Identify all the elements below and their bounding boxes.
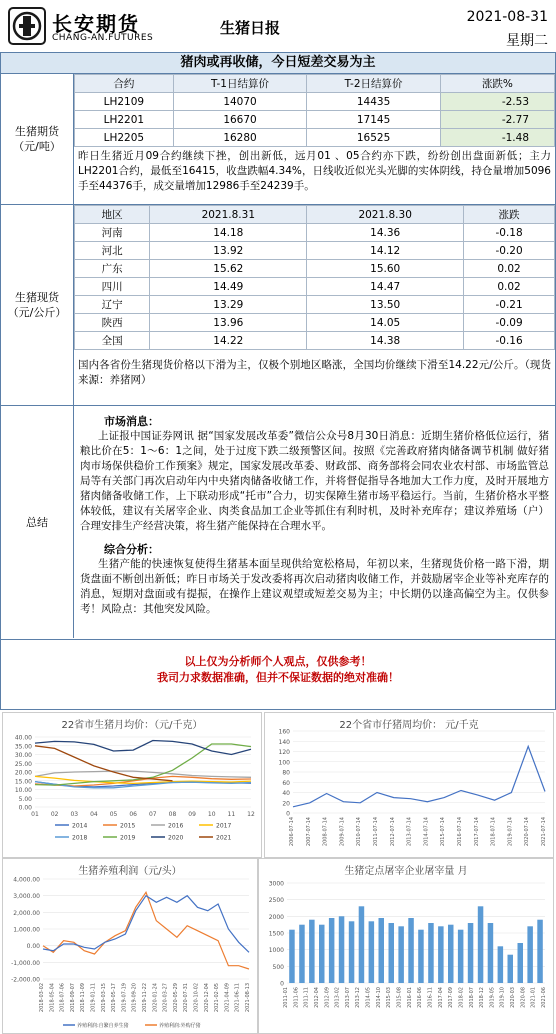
- bar: [299, 925, 305, 983]
- legend-label: 2015: [120, 822, 136, 830]
- x-tick-label: 2013-07-14: [406, 817, 413, 847]
- bar: [527, 926, 533, 983]
- summary-section: [1, 406, 555, 638]
- legend-label: 2016: [168, 822, 184, 830]
- col-date-2: 2021.8.30: [307, 206, 464, 224]
- y-tick-label: 0.00: [18, 804, 32, 812]
- x-tick-label: 04: [90, 811, 98, 818]
- x-tick-label: 2021-07-14: [541, 817, 547, 847]
- spot-comment: 国内各省份生猪现货价格以下滑为主，仅极个别地区略涨，全国均价继续下滑至14.22元/公斤。（现货来源：养猪网）: [78, 359, 551, 386]
- y-tick-label: 0.00: [26, 943, 40, 951]
- x-tick-label: 2011-11: [303, 987, 310, 1008]
- col-change-pct: 涨跌%: [440, 75, 554, 93]
- t1-price: 14070: [173, 93, 307, 111]
- report-title: 生猪日报: [220, 19, 281, 37]
- bar: [478, 906, 484, 983]
- bar: [537, 920, 543, 983]
- y-tick-label: 5.00: [18, 795, 32, 803]
- y-tick-label: 0: [286, 810, 290, 818]
- table-row: [75, 129, 555, 147]
- table-row: [75, 278, 555, 296]
- region: 广东: [75, 260, 150, 278]
- y-tick-label: 35.00: [14, 743, 32, 751]
- y-tick-label: 3000: [268, 880, 284, 888]
- y-tick-label: 15.00: [14, 778, 32, 786]
- legend-label: 2017: [216, 822, 232, 830]
- x-tick-label: 2019-01-11: [90, 983, 97, 1013]
- bar: [289, 930, 295, 983]
- bar: [309, 920, 315, 983]
- bar: [508, 955, 514, 983]
- contract-code: LH2109: [75, 93, 174, 111]
- bar: [398, 926, 404, 983]
- x-tick-label: 2013-12: [355, 987, 362, 1008]
- futures-table: [74, 74, 555, 147]
- futures-section: [1, 74, 555, 205]
- region: 辽宁: [75, 296, 150, 314]
- bar: [319, 925, 325, 983]
- x-tick-label: 2021-04-09: [224, 983, 231, 1013]
- x-tick-label: 2018-09-07: [69, 983, 76, 1013]
- x-tick-label: 06: [129, 811, 138, 818]
- x-tick-label: 2011-07-14: [373, 817, 379, 847]
- legend-label: 养殖利润:外购仔猪: [159, 1023, 201, 1029]
- x-tick-label: 07: [148, 811, 157, 818]
- x-tick-label: 2018-05-04: [49, 983, 56, 1013]
- x-tick-label: 2014-07-14: [423, 817, 430, 847]
- x-tick-label: 2017-07-14: [473, 817, 480, 847]
- report-body: [0, 52, 556, 710]
- y-tick-label: 2000: [268, 913, 284, 921]
- x-tick-label: 2019-10: [499, 987, 506, 1008]
- bar: [498, 946, 504, 983]
- profit-line-self-breeding: [43, 896, 249, 953]
- x-tick-label: 2015-08: [396, 987, 403, 1008]
- futures-comment: 昨日生猪近月09合约继续下挫，创出新低，远月01 、05合约亦下跌，纷纷创出盘面新低；主力LH2201合约，最低至16415，收盘跌幅4.34%，日线收近似光头光脚的实体阴线，持仓量增加5096手至44376手，成交量增加12986手至24239手。: [78, 150, 551, 192]
- disclaimer-line-1: 以上仅为分析师个人观点，仅供参考！: [184, 655, 372, 668]
- price-change: 0.02: [464, 278, 555, 296]
- summary-side-label: 总结: [1, 406, 74, 638]
- disclaimer-line-2: 我司力求数据准确，但并不保证数据的绝对准确！: [157, 671, 399, 684]
- legend-label: 2018: [72, 834, 88, 842]
- x-tick-label: 2007-07-14: [305, 817, 312, 847]
- table-row: [75, 260, 555, 278]
- chart-monthly-hog-price: [2, 712, 262, 858]
- price-prev: 14.12: [307, 242, 464, 260]
- x-tick-label: 2016-07-14: [457, 817, 463, 847]
- bar: [438, 926, 444, 983]
- bar: [518, 943, 524, 983]
- x-tick-label: 2011-06: [293, 987, 300, 1008]
- x-tick-label: 2013-07: [344, 987, 351, 1008]
- y-tick-label: -1,000.00: [11, 959, 40, 967]
- t1-price: 16280: [173, 129, 307, 147]
- x-tick-label: 03: [70, 811, 79, 818]
- table-row: [75, 93, 555, 111]
- y-tick-label: 20.00: [14, 769, 32, 777]
- spot-section: [1, 205, 555, 406]
- x-tick-label: 2019-09-20: [131, 983, 138, 1013]
- y-tick-label: 2500: [268, 897, 284, 905]
- x-tick-label: 2020-10-02: [193, 983, 200, 1013]
- price-today: 14.22: [150, 332, 307, 350]
- bar: [359, 906, 365, 983]
- price-prev: 14.36: [307, 224, 464, 242]
- price-change: -0.20: [464, 242, 555, 260]
- table-row: [75, 111, 555, 129]
- change-pct: -1.48: [440, 129, 554, 147]
- y-tick-label: 40: [282, 790, 290, 797]
- x-tick-label: 2019-07-14: [507, 817, 514, 847]
- chart-svg: [3, 717, 261, 857]
- x-tick-label: 2021-06: [541, 987, 547, 1008]
- x-tick-label: 2010-07-14: [356, 817, 363, 847]
- col-contract: 合约: [75, 75, 174, 93]
- y-tick-label: 3,000.00: [13, 893, 40, 901]
- report-date: 2021-08-31: [466, 9, 548, 25]
- y-tick-label: -2,000.00: [11, 976, 40, 984]
- price-today: 13.29: [150, 296, 307, 314]
- spot-header-row: [75, 206, 555, 224]
- y-tick-label: 10.00: [14, 787, 32, 794]
- region: 四川: [75, 278, 150, 296]
- x-tick-label: 2006-07-14: [289, 817, 295, 847]
- x-tick-label: 2014-05: [365, 987, 372, 1008]
- x-tick-label: 2009-07-14: [339, 817, 346, 847]
- x-tick-label: 2020-08: [520, 987, 527, 1008]
- price-prev: 14.05: [307, 314, 464, 332]
- x-tick-label: 2012-07-14: [389, 817, 396, 847]
- x-tick-label: 11: [227, 811, 236, 818]
- chart-piglet-price: [264, 712, 554, 858]
- market-news-heading: 市场消息：: [104, 415, 159, 428]
- spot-table: [74, 205, 555, 350]
- x-tick-label: 2020-01-24: [152, 983, 159, 1013]
- x-tick-label: 01: [31, 811, 39, 818]
- chang-an-logo-icon: [8, 7, 46, 45]
- y-tick-label: 1,000.00: [13, 926, 40, 934]
- x-tick-label: 2014-10: [375, 987, 382, 1008]
- col-t2-settle: T-2日结算价: [307, 75, 441, 93]
- price-prev: 15.60: [307, 260, 464, 278]
- chart-breeding-profit: [2, 858, 258, 1034]
- legend-label: 2020: [168, 834, 184, 842]
- x-tick-label: 2013-02: [334, 987, 341, 1008]
- x-tick-label: 2018-03-02: [39, 983, 45, 1013]
- change-pct: -2.77: [440, 111, 554, 129]
- y-tick-label: 1500: [268, 930, 284, 938]
- t1-price: 16670: [173, 111, 307, 129]
- legend-label: 2021: [216, 834, 232, 842]
- x-tick-label: 2020-07-31: [183, 983, 190, 1013]
- price-change: -0.21: [464, 296, 555, 314]
- x-tick-label: 2021-02-05: [214, 983, 221, 1013]
- price-today: 14.49: [150, 278, 307, 296]
- x-tick-label: 2018-12: [479, 987, 486, 1008]
- bar: [349, 921, 355, 983]
- price-today: 13.92: [150, 242, 307, 260]
- table-row: [75, 314, 555, 332]
- brand-name-cn: 长安期货: [52, 12, 140, 36]
- t2-price: 17145: [307, 111, 441, 129]
- chart-title: 生猪定点屠宰企业屠宰量 月: [344, 866, 468, 877]
- price-prev: 14.47: [307, 278, 464, 296]
- report-header: [0, 0, 556, 52]
- region: 河南: [75, 224, 150, 242]
- x-tick-label: 05: [109, 811, 118, 818]
- bar: [488, 923, 494, 983]
- bar: [339, 916, 345, 983]
- bar: [468, 923, 474, 983]
- table-row: [75, 296, 555, 314]
- y-tick-label: 80: [282, 769, 290, 777]
- x-tick-label: 2012-04: [313, 987, 320, 1008]
- table-row: [75, 332, 555, 350]
- y-tick-label: 100: [278, 759, 290, 767]
- bar: [408, 918, 414, 983]
- contract-code: LH2205: [75, 129, 174, 147]
- price-today: 14.18: [150, 224, 307, 242]
- col-region: 地区: [75, 206, 150, 224]
- contract-code: LH2201: [75, 111, 174, 129]
- futures-side-label: 生猪期货 （元/吨）: [1, 74, 74, 204]
- legend-label: 养殖利润:自繁自养生猪: [77, 1023, 129, 1029]
- table-row: [75, 242, 555, 260]
- x-tick-label: 2018-07-06: [59, 983, 66, 1013]
- y-tick-label: 1000: [268, 947, 284, 955]
- piglet-price-line: [293, 746, 545, 806]
- market-news-text: 上证报中国证券网讯 据“国家发展改革委”微信公众号8月30日消息：近期生猪价格低位运行，猪粮比价在5：1～6：1之间，处于过度下跌二级预警区间。按照《完善政府猪肉储备调节机制 做好猪肉市场保供稳价工作预案》规定，国家发展改革委、财政部、商务部将会同农业农村部、市场监管总局等有关部门再次启动年内中央猪肉储备收储工作，并将督促指导各地加大工作力度，及时开展地方猪肉储备收储工作，上下联动形成“托市”合力，切实保障生猪市场平稳运行。当前，生猪价格水平整体较低，建议有关屠宰企业、肉类食品加工企业等抓住有利时机，及时补充库存；建议养殖场（户）合理安排生产经营决策，将生猪产能保持在合理水平。: [80, 430, 549, 532]
- x-tick-label: 2015-03: [386, 987, 393, 1008]
- x-tick-label: 2020-03: [510, 987, 517, 1008]
- col-change: 涨跌: [464, 206, 555, 224]
- col-date-1: 2021.8.31: [150, 206, 307, 224]
- x-tick-label: 2018-02: [458, 987, 465, 1008]
- x-tick-label: 09: [188, 811, 196, 818]
- bar: [329, 918, 335, 983]
- bar: [448, 925, 454, 983]
- x-tick-label: 2021-06-11: [234, 983, 241, 1013]
- x-tick-label: 2021-08-13: [245, 983, 251, 1013]
- x-tick-label: 08: [168, 811, 177, 818]
- y-tick-label: 40.00: [14, 734, 32, 742]
- y-tick-label: 160: [278, 728, 290, 736]
- y-tick-label: 60: [282, 779, 290, 787]
- bar: [369, 921, 375, 983]
- x-tick-label: 2019-07-19: [121, 983, 128, 1013]
- y-tick-label: 120: [278, 749, 290, 756]
- t2-price: 14435: [307, 93, 441, 111]
- x-tick-label: 10: [207, 811, 216, 818]
- x-tick-label: 2016-06: [417, 987, 424, 1008]
- col-t1-settle: T-1日结算价: [173, 75, 307, 93]
- spot-side-label: 生猪现货 （元/公斤）: [1, 205, 74, 405]
- y-tick-label: 20: [282, 800, 290, 808]
- x-tick-label: 2012-09: [324, 987, 331, 1008]
- x-tick-label: 2019-05-17: [111, 983, 118, 1013]
- y-tick-label: 2,000.00: [13, 909, 40, 917]
- price-change: -0.18: [464, 224, 555, 242]
- x-tick-label: 2008-07-14: [322, 817, 329, 847]
- x-tick-label: 2020-07-14: [524, 817, 531, 847]
- y-tick-label: 140: [278, 738, 290, 746]
- x-tick-label: 2017-09: [448, 987, 455, 1008]
- chart-title: 生猪养殖利润（元/头）: [78, 866, 182, 877]
- legend-label: 2019: [120, 834, 136, 842]
- analysis-text: 生猪产能的快速恢复使得生猪基本面呈现供给宽松格局，年初以来，生猪现货价格一路下滑，期货盘面不断创出新低；昨日市场关于发改委将再次启动猪肉收储工作，并鼓励屠宰企业等补充库存的消息，短期对盘面或有提振，在操作上建议观望或短差交易为主；中长期仍以逢高偏空为主。仅供参考！风险点：其他突发风险。: [80, 558, 549, 615]
- chart-svg: [265, 717, 553, 857]
- y-tick-label: 4,000.00: [13, 876, 40, 884]
- x-tick-label: 2018-07-14: [490, 817, 497, 847]
- price-today: 13.96: [150, 314, 307, 332]
- x-tick-label: 2019-03-15: [100, 983, 107, 1013]
- region: 陕西: [75, 314, 150, 332]
- x-tick-label: 2018-11-09: [80, 983, 87, 1013]
- table-row: [75, 224, 555, 242]
- bar: [428, 923, 434, 983]
- brand-name-en: CHANG-AN.FUTURES: [52, 33, 154, 43]
- x-tick-label: 2020-03-27: [162, 983, 169, 1013]
- x-tick-label: 02: [50, 811, 59, 818]
- chart-svg: [3, 863, 257, 1033]
- bar: [418, 930, 424, 983]
- y-tick-label: 500: [272, 963, 284, 971]
- region: 全国: [75, 332, 150, 350]
- x-tick-label: 2019-11-22: [142, 983, 148, 1013]
- price-prev: 13.50: [307, 296, 464, 314]
- bar: [389, 923, 395, 983]
- chart-title: 22省市生猪月均价：（元/千克）: [61, 720, 203, 731]
- x-tick-label: 2019-05: [489, 987, 496, 1008]
- x-tick-label: 2016-11: [427, 987, 434, 1008]
- bar: [379, 918, 385, 983]
- x-tick-label: 12: [247, 811, 255, 818]
- legend-label: 2014: [72, 822, 88, 830]
- region: 河北: [75, 242, 150, 260]
- t2-price: 16525: [307, 129, 441, 147]
- change-pct: -2.53: [440, 93, 554, 111]
- analysis-heading: 综合分析：: [104, 543, 159, 556]
- x-tick-label: 2011-01: [283, 987, 289, 1008]
- chart-svg: [259, 863, 553, 1033]
- x-tick-label: 2020-05-29: [172, 983, 179, 1013]
- chart-slaughter-volume: [258, 858, 554, 1034]
- price-change: -0.16: [464, 332, 555, 350]
- price-change: 0.02: [464, 260, 555, 278]
- headline-banner: 猪肉或再收储，今日短差交易为主: [1, 53, 555, 74]
- x-tick-label: 2018-07: [468, 987, 475, 1008]
- price-today: 15.62: [150, 260, 307, 278]
- x-tick-label: 2016-01: [406, 987, 413, 1008]
- chart-title: 22个省市仔猪周均价： 元/千克: [339, 720, 479, 731]
- x-tick-label: 2020-12-04: [203, 983, 210, 1013]
- price-prev: 14.38: [307, 332, 464, 350]
- x-tick-label: 2017-04: [437, 987, 444, 1008]
- bar: [458, 930, 464, 983]
- price-change: -0.09: [464, 314, 555, 332]
- futures-header-row: [75, 75, 555, 93]
- x-tick-label: 2015-07-14: [440, 817, 447, 847]
- y-tick-label: 25.00: [14, 760, 32, 768]
- report-weekday: 星期二: [506, 33, 548, 49]
- x-tick-label: 2021-01: [530, 987, 537, 1008]
- series-line-2020: [35, 741, 251, 755]
- y-tick-label: 30.00: [14, 752, 32, 759]
- y-tick-label: 0: [280, 980, 284, 988]
- disclaimer: [1, 639, 555, 709]
